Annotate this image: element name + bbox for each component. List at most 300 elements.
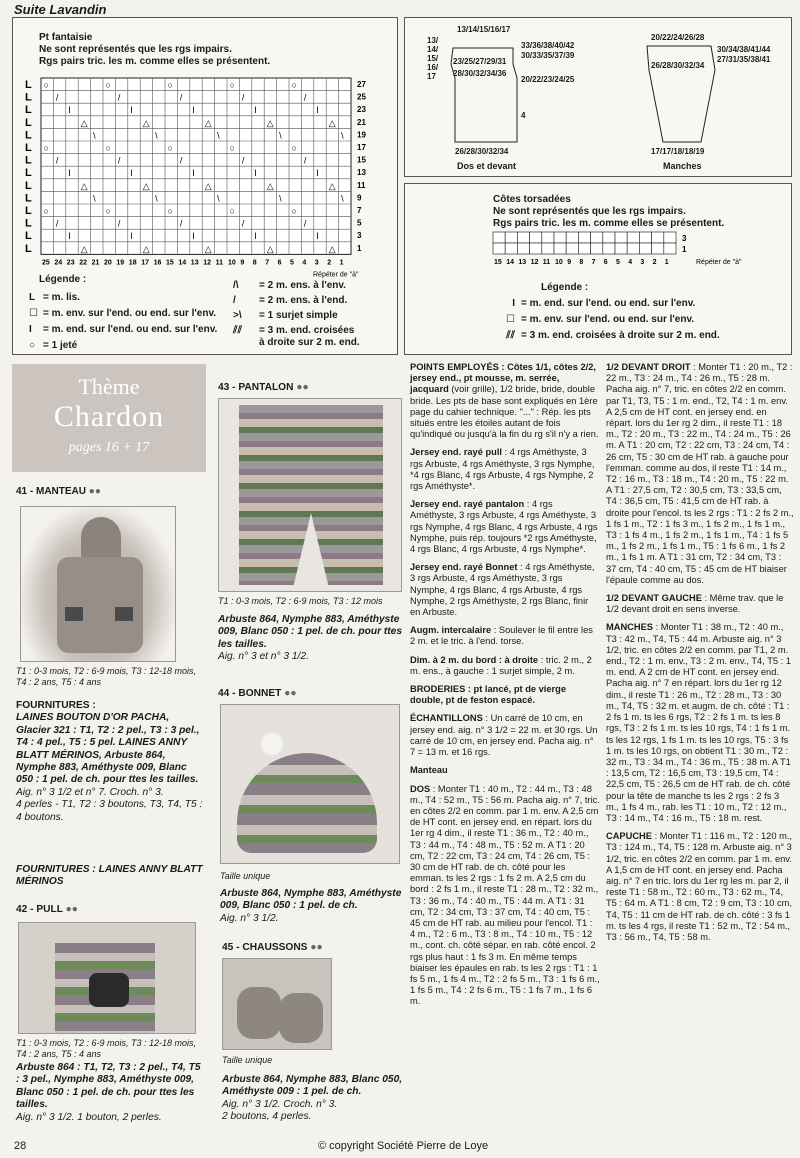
manteau-photo [20, 506, 176, 662]
item-sizes: Taille unique [222, 1055, 273, 1065]
rib-cell [578, 243, 590, 254]
row-edge-symbol: L [25, 230, 32, 243]
row-label: 17 [357, 143, 366, 152]
stitch-symbol: / [55, 218, 59, 229]
stitch-symbol: ○ [291, 143, 297, 153]
row-edge-symbol: L [25, 242, 32, 255]
instruction-paragraph [410, 765, 600, 776]
stitch-symbol: / [117, 92, 121, 103]
legend-item: = 1 surjet simple [259, 310, 338, 321]
stitch-symbol: / [241, 155, 245, 166]
row-label: 25 [357, 92, 366, 102]
stitch-symbol: \ [93, 130, 96, 141]
instruction-heading: Dim. à 2 m. du bord : à droite [410, 654, 539, 665]
row-label: 3 [682, 234, 687, 243]
k2tog-icon: /\ [233, 280, 239, 291]
pull-supplies-title: FOURNITURES : LAINES ANNY BLATT MÉRINOS [16, 864, 203, 888]
stitch-symbol: △ [80, 180, 88, 191]
rib-chart-grid [405, 230, 793, 274]
rib-cell [566, 243, 578, 254]
instruction-paragraph [606, 362, 794, 586]
col-label: 8 [579, 259, 584, 266]
rib-cell [530, 243, 542, 254]
pull-title [16, 904, 206, 916]
stitch-symbol: ○ [291, 80, 297, 90]
row-edge-symbol: L [25, 154, 32, 167]
dim-label: 20/22/23/24/25 [521, 75, 575, 84]
instruction-paragraph [410, 713, 600, 758]
stitch-symbol: \ [279, 193, 282, 204]
instruction-heading: Manteau [410, 765, 448, 776]
dim-label: 4 [521, 111, 526, 120]
rib-cell [603, 232, 615, 243]
rib-cell [639, 243, 651, 254]
instruction-heading: Jersey end. rayé pantalon [410, 499, 525, 510]
col-label: 7 [265, 259, 270, 267]
rib-cell [591, 243, 603, 254]
col-label: 7 [591, 259, 596, 266]
instruction-text: : tric. 2 m., 2 m. ens., à gauche : 1 surjet simple, 2 m. [410, 654, 592, 676]
stitch-symbol: △ [328, 117, 336, 128]
rib-cell [578, 232, 590, 243]
stitch-symbol: △ [266, 180, 274, 191]
stitch-symbol: / [179, 92, 183, 103]
theme-pages: pages 16 + 17 [68, 440, 150, 455]
difficulty-icon: ●● [88, 486, 101, 497]
col-label: 14 [506, 259, 514, 266]
instruction-heading: Augm. intercalaire [410, 625, 492, 636]
col-label: 21 [91, 259, 100, 267]
purl-symbol-icon: ☐ [29, 308, 38, 319]
col-label: 1 [339, 259, 344, 267]
pantalon-details [218, 614, 408, 664]
row-label: 11 [357, 180, 366, 190]
stitch-symbol: \ [341, 130, 344, 141]
stitch-chart-grid [13, 74, 397, 284]
schematic-box [404, 17, 792, 177]
instruction-paragraph [410, 562, 600, 618]
piece-label: Dos et devant [457, 161, 517, 171]
manteau-details [16, 700, 206, 824]
column-4-instructions [606, 362, 794, 950]
instruction-paragraph [410, 362, 600, 440]
rib-cell [652, 243, 664, 254]
rib-cell [591, 232, 603, 243]
stitch-symbol: ○ [105, 80, 111, 90]
stitch-symbol: I [316, 168, 319, 179]
col-label: 20 [104, 259, 112, 267]
dim-label: 26/28/30/32/34 [455, 147, 509, 156]
rib-cell [530, 232, 542, 243]
rib-cell [517, 232, 529, 243]
col-label: 16 [153, 259, 162, 267]
row-edge-symbol: L [25, 192, 32, 205]
rib-cell [603, 243, 615, 254]
stitch-symbol: \ [279, 130, 282, 141]
legend-item: = m. end. sur l'end. ou end. sur l'env. [43, 324, 218, 335]
row-edge-symbol: L [25, 104, 32, 117]
stitch-symbol: △ [266, 243, 274, 254]
legend-right [233, 280, 399, 349]
stitch-symbol: ○ [105, 206, 111, 216]
rib-cell [542, 243, 554, 254]
col-label: 14 [178, 259, 187, 267]
col-label: 9 [240, 259, 245, 267]
rib-cell [554, 243, 566, 254]
instruction-text: : Même trav. que le 1/2 devant droit en sens inverse. [606, 593, 784, 615]
col-label: 12 [530, 259, 539, 266]
stitch-symbol: I [130, 231, 133, 242]
dim-label: 33/36/38/40/42 [521, 41, 575, 50]
stitch-symbol: △ [204, 117, 212, 128]
col-label: 5 [290, 259, 294, 267]
col-label: 11 [542, 259, 551, 266]
instruction-text: : Soulever le fil entre les 2 m. et le tric. à l'end. torse. [410, 625, 593, 647]
item-supplies: Arbuste 864, Nymphe 883, Améthyste 009, Blanc 050 : 1 pel. de ch. [220, 888, 402, 912]
instruction-paragraph [410, 625, 600, 647]
rib-cell [505, 232, 517, 243]
row-edge-symbol: L [25, 217, 32, 230]
col-label: 6 [603, 259, 608, 266]
legend-item: = 3 m. end. croisées à droite sur 2 m. end. [521, 330, 720, 341]
theme-line1: Thème [78, 374, 140, 399]
col-label: 11 [215, 259, 224, 267]
pull-details [16, 1062, 206, 1124]
row-label: 9 [357, 193, 362, 203]
stitch-symbol: △ [266, 117, 274, 128]
item-needles: Aig. n° 3 1/2. [220, 912, 279, 924]
rib-cell [627, 243, 639, 254]
stitch-symbol: ○ [43, 80, 49, 90]
page-number: 28 [14, 1140, 27, 1152]
dim-label: 28/30/32/34/36 [453, 69, 507, 78]
item-extras: 4 perles - T1, T2 : 3 boutons, T3, T4, T5 : 4 boutons. [16, 799, 203, 823]
legend-item: = 2 m. ens. à l'end. [259, 295, 348, 306]
instruction-heading: POINTS EMPLOYÉS : Côtes 1/1, côtes 2/2, jersey end., pt mousse, m. serrée, jacquard [410, 362, 596, 395]
stitch-symbol: \ [93, 193, 96, 204]
stitch-symbol: / [179, 218, 183, 229]
stitch-symbol: I [68, 168, 71, 179]
row-label: 15 [357, 155, 366, 165]
row-edge-symbol: L [25, 142, 32, 154]
difficulty-icon: ●● [296, 382, 309, 393]
instruction-text: : 4 rgs Améthyste, 3 rgs Arbuste, 4 rgs Améthyste, 3 rgs Nymphe, *4 rgs Blanc, 4 rgs Arbuste, 4 rgs Nymphe, 2 rgs Améthyste*. [410, 447, 595, 492]
row-edge-symbol: L [25, 116, 32, 129]
stitch-symbol: I [192, 105, 195, 116]
chaussons-details [222, 1074, 412, 1124]
col-label: 15 [494, 259, 502, 266]
rib-cell [554, 232, 566, 243]
stitch-symbol: ○ [167, 80, 173, 90]
stitch-symbol: I [254, 231, 257, 242]
item-sizes: T1 : 0-3 mois, T2 : 6-9 mois, T3 : 12-18 mois, T4 : 2 ans, T5 : 4 ans [16, 1038, 197, 1059]
instruction-text: : Monter T1 : 38 m., T2 : 40 m., T3 : 42 m., T4, T5 : 44 m. Arbuste aig. n° 3 1/2, tric. en côtes 2/2 en comm. par T1, 2 m. end., T2 : 1 m. env., T3 : 2 m. env., T4, T5 : 1 m. end. A 2 cm de HT cont. en jersey end. Pacha aig. n° 7 en répart. lors du 1er rg 12 dim., il reste T1 : 26 m., T2 : 28 m., T3 : 30 m., T4, T5 : 32 m. et augm. de ch. côté : T1 : 2 fs 1 m. ts les 6 rgs, T2 : 2 fs 1 m. ts les 8 rgs, T3 : 2 fs 1 m. ts les 10 rgs, T4 : 1 fs 1 m. ts les 12 rgs, 1 fs 1 m. ts les 10 rgs, T5 : 3 fs 1 m. ts les 10 rgs, on obtient T1 : 30 m., T2 : 32 m., T3 : 34 m., T4 : 36 m., T5 : 38 m. A T1 : 13,5 cm, T2 : 16,5 cm, T3 : 19,5 cm, T4 : 22,5 cm, T5 : 26,5 cm de HT rab. de ch. côté pour la tête de manche ts les 2 rgs : 2 fs 3 m., 1 fs 4 m., rab. les T1 : 10 m., T2 : 12 m., T3 : 14 m., T4 : 16 m., T5 : 18 m. rest. [606, 622, 791, 823]
row-label: 27 [357, 80, 366, 89]
row-label: 5 [357, 218, 362, 228]
col-label: 1 [664, 259, 669, 266]
yarn-over-icon: ○ [29, 340, 36, 351]
stitch-symbol: / [179, 155, 183, 166]
stitch-symbol: / [55, 92, 59, 103]
dim-label: 17 [427, 72, 436, 81]
col-label: 12 [203, 259, 211, 267]
item-needles: Aig. n° 3 et n° 3 1/2. [218, 651, 309, 663]
item-title: 42 - PULL [16, 904, 63, 915]
stitch-symbol: \ [155, 193, 158, 204]
row-label: 1 [682, 245, 687, 254]
rib-chart-box [404, 183, 792, 355]
rib-cell [615, 243, 627, 254]
legend-left [29, 292, 249, 352]
legend-title: Légende : [39, 274, 87, 285]
rib-line1: Ne sont représentés que les rgs impairs. [493, 206, 686, 217]
difficulty-icon: ●● [65, 904, 78, 915]
row-label: 21 [357, 117, 366, 127]
row-label: 3 [357, 231, 362, 241]
stitch-symbol: △ [142, 117, 150, 128]
instruction-text: : Un carré de 10 cm, en jersey end. aig. n° 3 1/2 = 22 m. et 30 rgs. Un carré de 10 cm, en jersey end. Pacha aig. n° 7 = 13 m. et 16 rgs. [410, 713, 598, 758]
stitch-symbol: I [254, 105, 257, 116]
stitch-symbol: △ [328, 243, 336, 254]
stitch-symbol: I [316, 105, 319, 116]
legend-item: à droite sur 2 m. end. [259, 337, 360, 348]
instruction-heading: 1/2 DEVANT GAUCHE [606, 593, 702, 604]
stitch-symbol: ○ [229, 206, 235, 216]
legend-item: = 1 jeté [43, 340, 78, 351]
rib-cell [627, 232, 639, 243]
stitch-symbol: \ [217, 193, 220, 204]
col-label: 19 [116, 259, 125, 267]
rib-cell [493, 232, 505, 243]
col-label: 2 [327, 259, 332, 267]
knit-bar-icon: I [29, 324, 32, 335]
stitch-symbol: △ [142, 243, 150, 254]
stitch-chart-box [12, 17, 398, 355]
copyright: © copyright Société Pierre de Loye [318, 1140, 489, 1152]
knit-symbol-icon: L [29, 292, 36, 303]
instruction-heading: 1/2 DEVANT DROIT [606, 362, 691, 372]
instruction-paragraph [410, 499, 600, 555]
stitch-symbol: △ [142, 180, 150, 191]
stitch-symbol: ○ [167, 143, 173, 153]
item-sizes: T1 : 0-3 mois, T2 : 6-9 mois, T3 : 12-18 mois, T4 : 2 ans, T5 : 4 ans [16, 666, 197, 687]
col-label: 13 [190, 259, 199, 267]
row-edge-symbol: L [25, 129, 32, 142]
col-label: 4 [628, 259, 633, 266]
stitch-symbol: ○ [105, 143, 111, 153]
stitch-symbol: I [192, 168, 195, 179]
row-edge-symbol: L [25, 179, 32, 192]
stitch-symbol: △ [328, 180, 336, 191]
instruction-heading: BRODERIES : pt lancé, pt de vierge double, pt de feston espacé. [410, 684, 567, 706]
item-needles: Aig. n° 3 1/2. 1 bouton, 2 perles. [16, 1111, 162, 1123]
instruction-paragraph [410, 784, 600, 1008]
row-label: 19 [357, 130, 366, 140]
col-label: 17 [141, 259, 149, 267]
dim-label: 14/ [427, 45, 439, 54]
row-label: 13 [357, 168, 366, 178]
instruction-heading: ÉCHANTILLONS [410, 713, 483, 724]
col-label: 3 [640, 259, 645, 266]
rib-cell [542, 232, 554, 243]
instruction-text: : Monter T1 : 40 m., T2 : 44 m., T3 : 48 m., T4 : 52 m., T5 : 56 m. Pacha aig. n° 7, tric. en côtes 2/2 en comm. par 1 m. env. A 2,5 cm de HT cont. en jersey end. en répart. lors du 1er rg 4 dim., il reste T1 : 36 m., T2 : 40 m., T3 : 44 m., T4 : 48 m., T5 : 52 m. A T1 : 20 cm, T2 : 22 cm, T3 : 24 cm, T4 : 26 cm, T5 : 30 cm de HT rab. de ch. côté pour les emman. ts les 2 rgs : 1 fs 2 m. A 2,5 cm du bord : 2 fs 1 m., il reste T1 : 28 m., T2 : 32 m., T3 : 36 m., T4 : 40 m., T5 : 44 m. A T1 : 31 cm, T2 : 34 cm, T3 : 37 cm, T4 : 40 cm, T5 : 45 cm de HT rab. au milieu pour l'encol. T1 : 4 m., T2 : 6 m., T3 : 8 m., T4 : 10 m., T5 : 12 m., cont. ch. côté sépar. en rab. côté encol. 2 rgs plus haut : 1 fs 3 m. En même temps biaiser les épaules en rab. ts les 2 rgs : T1 : 1 fs 5 m., 1 fs 4 m., T2 : 2 fs 5 m., T3 : 1 fs 6 m., 1 fs 5 m., T4 : 2 fs 6 m., T5 : 1 fs 7 m., 1 fs 6 m. [410, 783, 600, 1007]
purl-symbol-icon: ☐ [506, 314, 515, 325]
col-label: 13 [518, 259, 527, 266]
rib-legend [481, 298, 781, 342]
legend-item: = 2 m. ens. à l'env. [259, 280, 346, 291]
rib-cell [652, 232, 664, 243]
col-label: 3 [314, 259, 319, 267]
row-label: 1 [357, 243, 362, 253]
difficulty-icon: ●● [284, 688, 297, 699]
stitch-symbol: I [192, 231, 195, 242]
col-label: 8 [252, 259, 257, 267]
pull-photo [18, 922, 196, 1034]
chart-line2: Rgs pairs tric. les m. comme elles se présentent. [39, 56, 271, 67]
bonnet-title [218, 688, 408, 700]
col-label: 25 [42, 259, 50, 267]
difficulty-icon: ●● [310, 942, 323, 953]
dim-label: 30/33/35/37/39 [521, 51, 575, 60]
item-title: 45 - CHAUSSONS [222, 942, 308, 953]
legend-item: = m. env. sur l'end. ou end. sur l'env. [521, 314, 695, 325]
p2tog-icon: / [233, 295, 236, 306]
chart-line1: Ne sont représentés que les rgs impairs. [39, 44, 232, 55]
item-sizes: Taille unique [220, 871, 271, 881]
stitch-symbol: \ [341, 193, 344, 204]
dim-label: 27/31/35/38/41 [717, 55, 771, 64]
legend-item: = m. end. sur l'end. ou end. sur l'env. [521, 298, 696, 309]
piece-label: Manches [663, 161, 702, 171]
row-edge-symbol: L [25, 167, 32, 180]
instruction-paragraph [606, 593, 794, 615]
stitch-symbol: I [130, 168, 133, 179]
stitch-symbol: / [241, 218, 245, 229]
item-needles: Aig. n° 3 1/2. Croch. n° 3. [222, 1098, 338, 1110]
item-extras: 2 boutons, 4 perles. [222, 1111, 312, 1123]
pantalon-photo [218, 398, 402, 592]
item-needles: Aig. n° 3 1/2 et n° 7. Croch. n° 3. [16, 786, 164, 798]
stitch-symbol: / [303, 155, 307, 166]
col-label: 15 [166, 259, 174, 267]
legend-item: = m. env. sur l'end. ou end. sur l'env. [43, 308, 217, 319]
dim-label: 16/ [427, 63, 439, 72]
item-sizes: T1 : 0-3 mois, T2 : 6-9 mois, T3 : 12 mois [218, 596, 383, 606]
instruction-heading: Jersey end. rayé pull [410, 447, 502, 458]
col-label: 10 [555, 259, 563, 266]
cable-icon: ⫽⫽ [233, 325, 242, 336]
dim-label: 15/ [427, 54, 439, 63]
stitch-symbol: I [130, 105, 133, 116]
item-supplies: Arbuste 864 : T1, T2, T3 : 2 pel., T4, T5 : 3 pel., Nymphe 883, Améthyste 009, Blanc 050 : 1 pel. de ch. pour ttes les tailles. [16, 1062, 201, 1111]
rib-cell [664, 243, 676, 254]
col-label: 24 [54, 259, 63, 267]
bonnet-photo [220, 704, 400, 864]
legend-item: = m. lis. [43, 292, 80, 303]
column-3-instructions [410, 362, 600, 1015]
theme-line2: Chardon [53, 400, 165, 433]
rib-legend-title: Légende : [541, 282, 589, 293]
rib-cell [517, 243, 529, 254]
instruction-paragraph [410, 655, 600, 677]
rib-cell [664, 232, 676, 243]
row-edge-symbol: L [25, 91, 32, 104]
col-label: 4 [302, 259, 307, 267]
cable-icon: ⫽⫽ [506, 330, 515, 341]
supplies-title: FOURNITURES : [16, 700, 96, 711]
stitch-symbol: ○ [43, 206, 49, 216]
dim-label: 30/34/38/41/44 [717, 45, 771, 54]
dim-label: 20/22/24/26/28 [651, 33, 705, 42]
dim-label: 17/17/18/18/19 [651, 147, 705, 156]
stitch-symbol: I [68, 105, 71, 116]
col-label: 9 [567, 259, 572, 266]
stitch-symbol: I [316, 231, 319, 242]
rib-cell [566, 232, 578, 243]
col-label: 2 [652, 259, 657, 266]
instruction-heading: DOS [410, 783, 431, 794]
stitch-symbol: ○ [229, 80, 235, 90]
dim-label: 13/14/15/16/17 [457, 25, 511, 34]
page-header-title: Suite Lavandin [14, 2, 107, 17]
item-title: 43 - PANTALON [218, 382, 294, 393]
instruction-text: : Monter T1 : 116 m., T2 : 120 m., T3 : 124 m., T4, T5 : 128 m. Arbuste aig. n° 3 1/2, tric. en côtes 2/2 en comm. par 1 m. env. A 1,5 cm de HT cont. en jersey end. Pacha aig. n° 7 en tric. lors du 1er rg les m. par 2, il reste T1 : 58 m., T2 : 60 m., T3 : 62 m., T4, T5 : 64 m. A T1 : 8 cm, T2 : 9 cm, T3 : 10 cm, T4, T5 : 11 cm de HT rab. de ch. côté : 3 fs 1 m. ts les 4 rgs, il reste T1 : 52 m., T2 : 54 m., T3 : 56 m., T4, T5 : 58 m. [606, 831, 793, 942]
stitch-symbol: / [241, 92, 245, 103]
stitch-symbol: / [117, 155, 121, 166]
stitch-symbol: △ [80, 243, 88, 254]
stitch-symbol: I [254, 168, 257, 179]
instruction-text: : 4 rgs Améthyste, 3 rgs Arbuste, 4 rgs Améthyste, 3 rgs Nymphe, 4 rgs Blanc, 4 rgs Arbuste, 4 rgs Nymphe, puis rép. toujours *2 rgs Améthyste, 4 rgs Blanc, 4 rgs Arbuste, 4 rgs Nymphe*. [410, 499, 598, 555]
item-supplies: LAINES BOUTON D'OR PACHA, Glacier 321 : T1, T2 : 2 pel., T3 : 3 pel., T4 : 4 pel., T5 : 5 pel. LAINES ANNY BLATT MÉRINOS, Arbuste 864, Nymphe 883, Améthyste 009, Blanc 050 : 1 pel. de ch. pour ttes les tailles. [16, 712, 200, 786]
instruction-heading: Jersey end. rayé Bonnet [410, 562, 518, 573]
chaussons-title [222, 942, 412, 954]
rib-cell [505, 243, 517, 254]
repeat-note: Répéter de "à" [313, 271, 359, 279]
column-1 [16, 486, 206, 498]
dim-label: 26/28/30/32/34 [651, 61, 705, 70]
chaussons-photo [222, 958, 332, 1050]
instruction-paragraph [606, 831, 794, 943]
stitch-symbol: ○ [167, 206, 173, 216]
bonnet-details [220, 888, 410, 925]
row-edge-symbol: L [25, 79, 32, 91]
stitch-symbol: / [55, 155, 59, 166]
item-supplies: Arbuste 864, Nymphe 883, Blanc 050, Améthyste 009 : 1 pel. de ch. [222, 1074, 403, 1098]
row-label: 7 [357, 206, 362, 215]
stitch-symbol: △ [80, 117, 88, 128]
instruction-text: : 4 rgs Améthyste, 3 rgs Arbuste, 4 rgs Améthyste, 3 rgs Nymphe, 4 rgs Blanc, 4 rgs Arbuste, 4 rgs Nymphe, 2 rgs Améthyste, 2 rgs Blanc, finir en Arbuste. [410, 562, 595, 618]
stitch-symbol: / [117, 218, 121, 229]
stitch-symbol: I [68, 231, 71, 242]
instruction-paragraph [410, 684, 600, 706]
stitch-symbol: \ [217, 130, 220, 141]
instruction-heading: MANCHES [606, 622, 654, 633]
dim-label: 13/ [427, 36, 439, 45]
col-label: 22 [79, 259, 87, 267]
theme-banner [12, 364, 206, 472]
pantalon-title [218, 382, 408, 394]
col-label: 18 [128, 259, 137, 267]
legend-item: = 3 m. end. croisées [259, 325, 355, 336]
front-left-dims [427, 36, 449, 81]
knit-bar-icon: I [512, 298, 515, 309]
stitch-symbol: △ [204, 243, 212, 254]
item-title: 44 - BONNET [218, 688, 282, 699]
rib-cell [615, 232, 627, 243]
dim-label: 23/25/27/29/31 [453, 57, 507, 66]
stitch-symbol: / [303, 92, 307, 103]
stitch-symbol: \ [155, 130, 158, 141]
